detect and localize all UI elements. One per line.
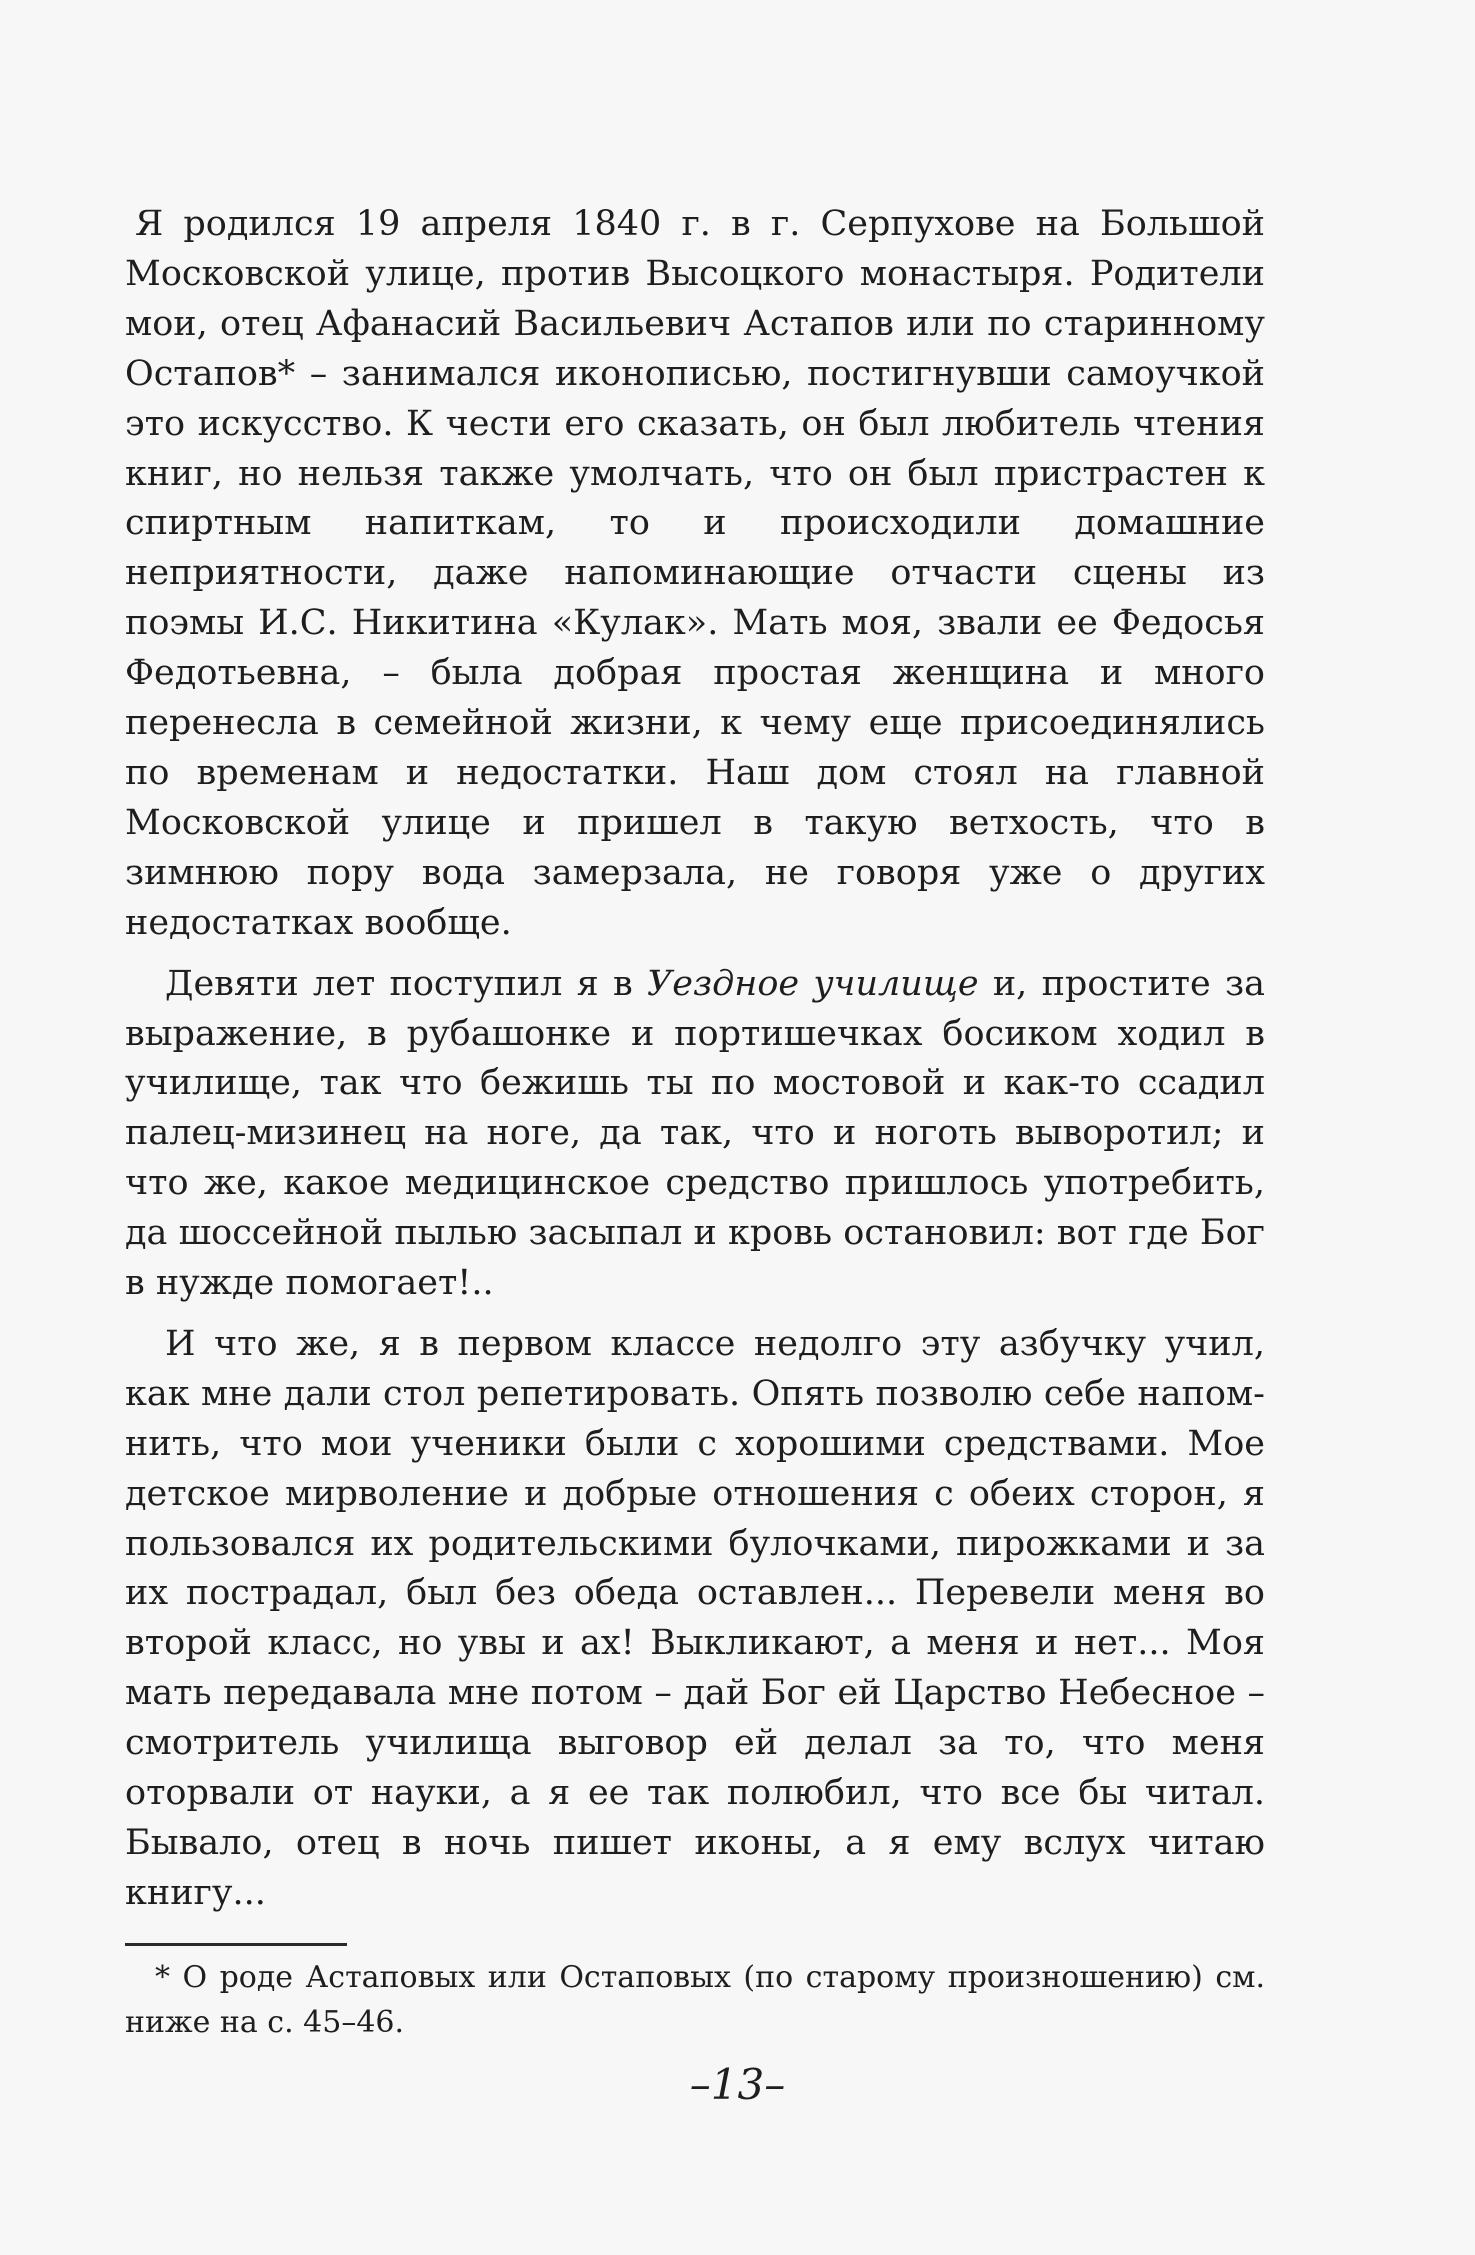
paragraph-1: [125, 200, 1265, 949]
paragraph-3-text: И что же, я в первом классе недолго эту азбучку учил, как мне дали стол репетировать. Опять позволю себе напомнить, что мои ученики были с хорошими средствами. Мое детское мирволение и добрые отношения с обеих сторон, я пользовался их родительскими булочками, пирожками и за их пострадал, был без обеда оставлен... Перевели меня во второй класс, но увы и ах! Выкликают, а меня и нет... Моя мать передавала мне потом – дай Бог ей Царство Небесное – смотритель училища выговор ей делал за то, что меня оторвали от науки, а я ее так полюбил, что все бы читал. Бывало, отец в ночь пишет иконы, а я ему вслух читаю книгу...: [125, 1323, 1265, 1913]
main-text: [125, 200, 1265, 1930]
page-number: –13–: [689, 2060, 786, 2109]
paragraph-2-italic-term: Уездное училище: [646, 963, 979, 1004]
paragraph-3: [125, 1320, 1265, 1919]
paragraph-2-text-a: Девяти лет поступил я в: [165, 963, 647, 1004]
paragraph-2-text-b: и, простите за выражение, в рубашонке и портишечках босиком ходил в училище, так что бежишь ты по мостовой и как-то ссадил палец-мизинец на ноге, да так, что и ноготь выворотил; и что же, какое медицинское средство пришлось употребить, да шоссейной пылью засыпал и кровь остановил: вот где Бог в нужде помогает!..: [125, 963, 1265, 1304]
paragraph-1-text: Я родился 19 апреля 1840 г. в г. Серпухове на Большой Московской улице, против Высоцкого монастыря. Родители мои, отец Афанасий Васильевич Астапов или по старинному Остапов* – занимался иконописью, постигнувши самоучкой это искусство. К чести его сказать, он был любитель чтения книг, но нельзя также умолчать, что он был пристрастен к спиртным напиткам, то и происходили домашние неприятности, даже напоминающие отчасти сцены из поэмы И.С. Никитина «Кулак». Мать моя, звали ее Федосья Федотьевна, – была добрая простая женщина и много перенесла в семейной жизни, к чему еще присоединялись по временам и недостатки. Наш дом стоял на главной Московской улице и пришел в такую ветхость, что в зимнюю пору вода замерзала, не говоря уже о других недостатках вообще.: [125, 204, 1265, 943]
footnote-divider: [125, 1943, 347, 1946]
footnote: * О роде Астаповых или Остаповых (по старому произношению) см. ниже на с. 45–46.: [125, 1960, 1265, 2040]
paragraph-2: [125, 960, 1265, 1309]
